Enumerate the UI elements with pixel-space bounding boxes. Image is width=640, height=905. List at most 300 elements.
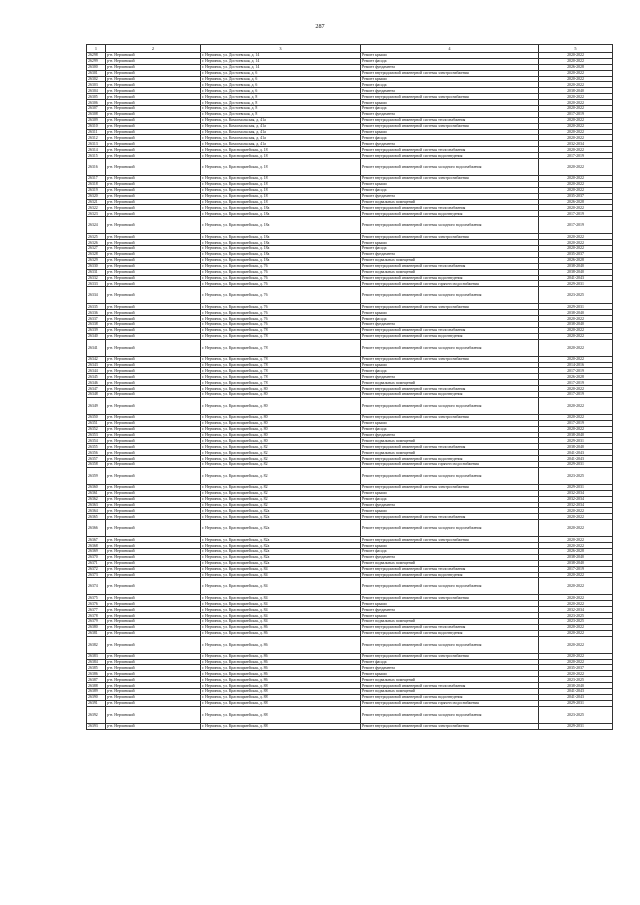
address-cell: г. Нерчинск, ул. Красноармейская, д. 18 — [201, 147, 361, 153]
work-type-cell: Ремонт фасада — [361, 496, 539, 502]
district-cell: р-н. Нерчинский — [106, 117, 201, 123]
district-cell: р-н. Нерчинский — [106, 316, 201, 322]
work-type-cell: Ремонт внутридомовой инженерной системы теплоснабжения — [361, 514, 539, 520]
address-cell: г. Нерчинск, ул. Красноармейская, д. 76 — [201, 281, 361, 287]
period-cell: 2020-2022 — [539, 123, 613, 129]
period-cell: 2020-2022 — [539, 240, 613, 246]
period-cell: 2038-2040 — [539, 444, 613, 450]
period-cell: 2035-2037 — [539, 251, 613, 257]
page-number: 287 — [315, 23, 325, 30]
work-type-cell: Ремонт фасада — [361, 106, 539, 112]
row-number-cell: 26362 — [87, 496, 106, 502]
period-cell: 2032-2034 — [539, 141, 613, 147]
work-type-cell: Ремонт внутридомовой инженерной системы теплоснабжения — [361, 624, 539, 630]
period-cell: 2020-2022 — [539, 246, 613, 252]
row-number-cell: 26364 — [87, 508, 106, 514]
district-cell: р-н. Нерчинский — [106, 374, 201, 380]
district-cell: р-н. Нерчинский — [106, 601, 201, 607]
row-number-cell: 26347 — [87, 386, 106, 392]
period-cell: 2023-2025 — [539, 613, 613, 619]
work-type-cell: Ремонт внутридомовой инженерной системы холодного водоснабжения — [361, 636, 539, 653]
work-type-cell: Ремонт внутридомовой инженерной системы горячего водоснабжения — [361, 281, 539, 287]
address-cell: г. Нерчинск, ул. Красноармейская, д. 82 — [201, 484, 361, 490]
table-row — [87, 217, 613, 234]
district-cell: р-н. Нерчинский — [106, 159, 201, 176]
district-cell: р-н. Нерчинский — [106, 58, 201, 64]
table-row — [87, 706, 613, 723]
address-cell: г. Нерчинск, ул. Красноармейская, д. 84 — [201, 607, 361, 613]
row-number-cell: 26327 — [87, 246, 106, 252]
row-number-cell: 26334 — [87, 287, 106, 304]
row-number-cell: 26361 — [87, 490, 106, 496]
row-number-cell: 26331 — [87, 269, 106, 275]
row-number-cell: 26312 — [87, 135, 106, 141]
work-type-cell: Ремонт внутридомовой инженерной системы водоотведения — [361, 694, 539, 700]
district-cell: р-н. Нерчинский — [106, 689, 201, 695]
address-cell: г. Нерчинск, ул. Комсомольская, д. 41а — [201, 141, 361, 147]
work-type-cell: Ремонт внутридомовой инженерной системы теплоснабжения — [361, 386, 539, 392]
district-cell: р-н. Нерчинский — [106, 287, 201, 304]
district-cell: р-н. Нерчинский — [106, 613, 201, 619]
period-cell: 2020-2022 — [539, 595, 613, 601]
district-cell: р-н. Нерчинский — [106, 508, 201, 514]
district-cell: р-н. Нерчинский — [106, 111, 201, 117]
address-cell: г. Нерчинск, ул. Красноармейская, д. 18а — [201, 246, 361, 252]
row-number-cell: 26313 — [87, 141, 106, 147]
work-type-cell: Ремонт фасада — [361, 549, 539, 555]
district-cell: р-н. Нерчинский — [106, 694, 201, 700]
district-cell: р-н. Нерчинский — [106, 426, 201, 432]
row-number-cell: 26322 — [87, 205, 106, 211]
district-cell: р-н. Нерчинский — [106, 94, 201, 100]
district-cell: р-н. Нерчинский — [106, 432, 201, 438]
work-type-cell: Ремонт крыши — [361, 420, 539, 426]
address-cell: г. Нерчинск, ул. Комсомольская, д. 41а — [201, 129, 361, 135]
work-type-cell: Ремонт крыши — [361, 543, 539, 549]
table-row — [87, 159, 613, 176]
address-cell: г. Нерчинск, ул. Достоевская, д. 8 — [201, 111, 361, 117]
row-number-cell: 26349 — [87, 397, 106, 414]
district-cell: р-н. Нерчинский — [106, 653, 201, 659]
row-number-cell: 26355 — [87, 444, 106, 450]
period-cell: 2020-2022 — [539, 514, 613, 520]
row-number-cell: 26319 — [87, 187, 106, 193]
row-number-cell: 26392 — [87, 706, 106, 723]
district-cell: р-н. Нерчинский — [106, 683, 201, 689]
district-cell: р-н. Нерчинский — [106, 263, 201, 269]
district-cell: р-н. Нерчинский — [106, 135, 201, 141]
row-number-cell: 26318 — [87, 181, 106, 187]
work-type-cell: Ремонт внутридомовой инженерной системы холодного водоснабжения — [361, 159, 539, 176]
period-cell: 2017-2019 — [539, 566, 613, 572]
district-cell: р-н. Нерчинский — [106, 665, 201, 671]
row-number-cell: 26309 — [87, 117, 106, 123]
row-number-cell: 26303 — [87, 82, 106, 88]
period-cell: 2020-2022 — [539, 397, 613, 414]
address-cell: г. Нерчинск, ул. Достоевская, д. 14 — [201, 64, 361, 70]
address-cell: г. Нерчинск, ул. Красноармейская, д. 18а — [201, 257, 361, 263]
work-type-cell: Ремонт фундамента — [361, 251, 539, 257]
row-number-cell: 26391 — [87, 700, 106, 706]
address-cell: г. Нерчинск, ул. Красноармейская, д. 76 — [201, 269, 361, 275]
work-type-cell: Ремонт внутридомовой инженерной системы холодного водоснабжения — [361, 706, 539, 723]
period-cell: 2017-2019 — [539, 368, 613, 374]
period-cell: 2038-2040 — [539, 683, 613, 689]
period-cell: 2017-2019 — [539, 211, 613, 217]
row-number-cell: 26375 — [87, 595, 106, 601]
address-cell: г. Нерчинск, ул. Красноармейская, д. 18 — [201, 159, 361, 176]
row-number-cell: 26341 — [87, 339, 106, 356]
row-number-cell: 26321 — [87, 199, 106, 205]
address-cell: г. Нерчинск, ул. Красноармейская, д. 18 — [201, 153, 361, 159]
work-type-cell: Ремонт внутридомовой инженерной системы электроснабжения — [361, 123, 539, 129]
period-cell: 2020-2022 — [539, 181, 613, 187]
period-cell: 2020-2022 — [539, 578, 613, 595]
work-type-cell: Ремонт внутридомовой инженерной системы электроснабжения — [361, 484, 539, 490]
district-cell: р-н. Нерчинский — [106, 636, 201, 653]
work-type-cell: Ремонт крыши — [361, 671, 539, 677]
work-type-cell: Ремонт внутридомовой инженерной системы электроснабжения — [361, 304, 539, 310]
work-type-cell: Ремонт крыши — [361, 240, 539, 246]
period-cell: 2017-2019 — [539, 111, 613, 117]
period-cell: 2026-2028 — [539, 199, 613, 205]
row-number-cell: 26371 — [87, 560, 106, 566]
row-number-cell: 26333 — [87, 281, 106, 287]
district-cell: р-н. Нерчинский — [106, 193, 201, 199]
row-number-cell: 26336 — [87, 310, 106, 316]
table-row — [87, 636, 613, 653]
period-cell: 2032-2034 — [539, 490, 613, 496]
period-cell: 2020-2022 — [539, 520, 613, 537]
address-cell: г. Нерчинск, ул. Красноармейская, д. 80 — [201, 438, 361, 444]
period-cell: 2020-2022 — [539, 624, 613, 630]
district-cell: р-н. Нерчинский — [106, 321, 201, 327]
district-cell: р-н. Нерчинский — [106, 456, 201, 462]
row-number-cell: 26348 — [87, 391, 106, 397]
address-cell: г. Нерчинск, ул. Красноармейская, д. 86 — [201, 659, 361, 665]
row-number-cell: 26352 — [87, 426, 106, 432]
period-cell: 2017-2019 — [539, 391, 613, 397]
period-cell: 2026-2028 — [539, 374, 613, 380]
district-cell: р-н. Нерчинский — [106, 671, 201, 677]
period-cell: 2020-2022 — [539, 653, 613, 659]
district-cell: р-н. Нерчинский — [106, 572, 201, 578]
address-cell: г. Нерчинск, ул. Красноармейская, д. 78 — [201, 380, 361, 386]
work-type-cell: Ремонт внутридомовой инженерной системы электроснабжения — [361, 70, 539, 76]
district-cell: р-н. Нерчинский — [106, 304, 201, 310]
address-cell: г. Нерчинск, ул. Красноармейская, д. 86 — [201, 671, 361, 677]
period-cell: 2026-2028 — [539, 64, 613, 70]
period-cell: 2029-2031 — [539, 281, 613, 287]
work-type-cell: Ремонт подвальных помещений — [361, 257, 539, 263]
district-cell: р-н. Нерчинский — [106, 53, 201, 59]
row-number-cell: 26382 — [87, 636, 106, 653]
work-type-cell: Ремонт фундамента — [361, 193, 539, 199]
table-row — [87, 723, 613, 729]
work-type-cell: Ремонт внутридомовой инженерной системы теплоснабжения — [361, 263, 539, 269]
address-cell: г. Нерчинск, ул. Красноармейская, д. 88 — [201, 694, 361, 700]
work-type-cell: Ремонт крыши — [361, 181, 539, 187]
work-type-cell: Ремонт внутридомовой инженерной системы холодного водоснабжения — [361, 339, 539, 356]
work-type-cell: Ремонт фундамента — [361, 665, 539, 671]
work-type-cell: Ремонт внутридомовой инженерной системы теплоснабжения — [361, 327, 539, 333]
row-number-cell: 26339 — [87, 327, 106, 333]
work-type-cell: Ремонт фундамента — [361, 111, 539, 117]
period-cell: 2026-2028 — [539, 549, 613, 555]
address-cell: г. Нерчинск, ул. Комсомольская, д. 41а — [201, 123, 361, 129]
period-cell: 2023-2025 — [539, 467, 613, 484]
period-cell: 2020-2022 — [539, 356, 613, 362]
period-cell: 2020-2022 — [539, 129, 613, 135]
district-cell: р-н. Нерчинский — [106, 281, 201, 287]
address-cell: г. Нерчинск, ул. Красноармейская, д. 76 — [201, 316, 361, 322]
row-number-cell: 26301 — [87, 70, 106, 76]
address-cell: г. Нерчинск, ул. Красноармейская, д. 82а — [201, 537, 361, 543]
column-header: 1 — [87, 45, 106, 53]
row-number-cell: 26311 — [87, 129, 106, 135]
work-type-cell: Ремонт фундамента — [361, 502, 539, 508]
work-type-cell: Ремонт внутридомовой инженерной системы электроснабжения — [361, 94, 539, 100]
row-number-cell: 26314 — [87, 147, 106, 153]
work-type-cell: Ремонт внутридомовой инженерной системы холодного водоснабжения — [361, 397, 539, 414]
address-cell: г. Нерчинск, ул. Красноармейская, д. 82а — [201, 549, 361, 555]
address-cell: г. Нерчинск, ул. Красноармейская, д. 78 — [201, 368, 361, 374]
period-cell: 2041-2043 — [539, 694, 613, 700]
period-cell: 2020-2022 — [539, 176, 613, 182]
address-cell: г. Нерчинск, ул. Красноармейская, д. 82 — [201, 467, 361, 484]
period-cell: 2020-2022 — [539, 147, 613, 153]
work-type-cell: Ремонт внутридомовой инженерной системы водоотведения — [361, 275, 539, 281]
period-cell: 2020-2022 — [539, 76, 613, 82]
district-cell: р-н. Нерчинский — [106, 362, 201, 368]
work-type-cell: Ремонт подвальных помещений — [361, 689, 539, 695]
period-cell: 2017-2019 — [539, 153, 613, 159]
address-cell: г. Нерчинск, ул. Красноармейская, д. 18а — [201, 240, 361, 246]
period-cell: 2020-2022 — [539, 100, 613, 106]
work-type-cell: Ремонт подвальных помещений — [361, 677, 539, 683]
row-number-cell: 26340 — [87, 333, 106, 339]
period-cell: 2029-2031 — [539, 461, 613, 467]
row-number-cell: 26317 — [87, 176, 106, 182]
period-cell: 2020-2022 — [539, 327, 613, 333]
work-type-cell: Ремонт внутридомовой инженерной системы горячего водоснабжения — [361, 700, 539, 706]
period-cell: 2020-2022 — [539, 543, 613, 549]
work-type-cell: Ремонт подвальных помещений — [361, 438, 539, 444]
period-cell: 2020-2022 — [539, 671, 613, 677]
district-cell: р-н. Нерчинский — [106, 560, 201, 566]
period-cell: 2029-2031 — [539, 304, 613, 310]
work-type-cell: Ремонт крыши — [361, 490, 539, 496]
row-number-cell: 26353 — [87, 432, 106, 438]
address-cell: г. Нерчинск, ул. Красноармейская, д. 88 — [201, 683, 361, 689]
district-cell: р-н. Нерчинский — [106, 391, 201, 397]
address-cell: г. Нерчинск, ул. Достоевская, д. 8 — [201, 106, 361, 112]
district-cell: р-н. Нерчинский — [106, 234, 201, 240]
column-header: 4 — [361, 45, 539, 53]
district-cell: р-н. Нерчинский — [106, 677, 201, 683]
district-cell: р-н. Нерчинский — [106, 187, 201, 193]
district-cell: р-н. Нерчинский — [106, 339, 201, 356]
address-cell: г. Нерчинск, ул. Красноармейская, д. 86 — [201, 636, 361, 653]
district-cell: р-н. Нерчинский — [106, 240, 201, 246]
period-cell: 2029-2031 — [539, 700, 613, 706]
district-cell: р-н. Нерчинский — [106, 141, 201, 147]
period-cell: 2041-2043 — [539, 689, 613, 695]
period-cell: 2032-2034 — [539, 502, 613, 508]
table-row — [87, 339, 613, 356]
period-cell: 2020-2022 — [539, 386, 613, 392]
district-cell: р-н. Нерчинский — [106, 619, 201, 625]
address-cell: г. Нерчинск, ул. Красноармейская, д. 88 — [201, 706, 361, 723]
row-number-cell: 26304 — [87, 88, 106, 94]
period-cell: 2020-2022 — [539, 601, 613, 607]
work-type-cell: Ремонт фундамента — [361, 88, 539, 94]
row-number-cell: 26302 — [87, 76, 106, 82]
address-cell: г. Нерчинск, ул. Красноармейская, д. 80 — [201, 426, 361, 432]
work-type-cell: Ремонт фундамента — [361, 321, 539, 327]
table-row — [87, 467, 613, 484]
row-number-cell: 26388 — [87, 683, 106, 689]
district-cell: р-н. Нерчинский — [106, 82, 201, 88]
work-type-cell: Ремонт фасада — [361, 246, 539, 252]
district-cell: р-н. Нерчинский — [106, 414, 201, 420]
row-number-cell: 26307 — [87, 106, 106, 112]
period-cell: 2029-2031 — [539, 438, 613, 444]
row-number-cell: 26320 — [87, 193, 106, 199]
work-type-cell: Ремонт внутридомовой инженерной системы водоотведения — [361, 391, 539, 397]
address-cell: г. Нерчинск, ул. Красноармейская, д. 84 — [201, 601, 361, 607]
address-cell: г. Нерчинск, ул. Красноармейская, д. 82 — [201, 450, 361, 456]
address-cell: г. Нерчинск, ул. Красноармейская, д. 18а — [201, 217, 361, 234]
district-cell: р-н. Нерчинский — [106, 484, 201, 490]
address-cell: г. Нерчинск, ул. Красноармейская, д. 82а — [201, 508, 361, 514]
address-cell: г. Нерчинск, ул. Достоевская, д. 14 — [201, 58, 361, 64]
address-cell: г. Нерчинск, ул. Красноармейская, д. 76 — [201, 287, 361, 304]
address-cell: г. Нерчинск, ул. Красноармейская, д. 80 — [201, 397, 361, 414]
address-cell: г. Нерчинск, ул. Красноармейская, д. 82 — [201, 444, 361, 450]
address-cell: г. Нерчинск, ул. Красноармейская, д. 86 — [201, 630, 361, 636]
district-cell: р-н. Нерчинский — [106, 543, 201, 549]
row-number-cell: 26354 — [87, 438, 106, 444]
work-type-cell: Ремонт крыши — [361, 76, 539, 82]
row-number-cell: 26330 — [87, 263, 106, 269]
work-type-cell: Ремонт фундамента — [361, 432, 539, 438]
work-type-cell: Ремонт подвальных помещений — [361, 269, 539, 275]
district-cell: р-н. Нерчинский — [106, 520, 201, 537]
address-cell: г. Нерчинск, ул. Красноармейская, д. 18 — [201, 199, 361, 205]
row-number-cell: 26374 — [87, 578, 106, 595]
row-number-cell: 26342 — [87, 356, 106, 362]
period-cell: 2020-2022 — [539, 159, 613, 176]
district-cell: р-н. Нерчинский — [106, 327, 201, 333]
period-cell: 2020-2022 — [539, 205, 613, 211]
work-type-cell: Ремонт фундамента — [361, 141, 539, 147]
district-cell: р-н. Нерчинский — [106, 246, 201, 252]
address-cell: г. Нерчинск, ул. Красноармейская, д. 84 — [201, 595, 361, 601]
row-number-cell: 26372 — [87, 566, 106, 572]
district-cell: р-н. Нерчинский — [106, 176, 201, 182]
period-cell: 2029-2031 — [539, 723, 613, 729]
row-number-cell: 26359 — [87, 467, 106, 484]
district-cell: р-н. Нерчинский — [106, 217, 201, 234]
district-cell: р-н. Нерчинский — [106, 333, 201, 339]
period-cell: 2038-2040 — [539, 263, 613, 269]
row-number-cell: 26323 — [87, 211, 106, 217]
district-cell: р-н. Нерчинский — [106, 502, 201, 508]
district-cell: р-н. Нерчинский — [106, 123, 201, 129]
period-cell: 2026-2028 — [539, 257, 613, 263]
work-type-cell: Ремонт внутридомовой инженерной системы электроснабжения — [361, 356, 539, 362]
period-cell: 2023-2025 — [539, 706, 613, 723]
address-cell: г. Нерчинск, ул. Комсомольская, д. 41а — [201, 135, 361, 141]
district-cell: р-н. Нерчинский — [106, 397, 201, 414]
row-number-cell: 26346 — [87, 380, 106, 386]
district-cell: р-н. Нерчинский — [106, 450, 201, 456]
row-number-cell: 26368 — [87, 543, 106, 549]
address-cell: г. Нерчинск, ул. Красноармейская, д. 80 — [201, 420, 361, 426]
row-number-cell: 26325 — [87, 234, 106, 240]
row-number-cell: 26308 — [87, 111, 106, 117]
period-cell: 2020-2022 — [539, 82, 613, 88]
row-number-cell: 26306 — [87, 100, 106, 106]
address-cell: г. Нерчинск, ул. Красноармейская, д. 84 — [201, 566, 361, 572]
work-type-cell: Ремонт подвальных помещений — [361, 619, 539, 625]
district-cell: р-н. Нерчинский — [106, 595, 201, 601]
district-cell: р-н. Нерчинский — [106, 380, 201, 386]
address-cell: г. Нерчинск, ул. Красноармейская, д. 82 — [201, 502, 361, 508]
work-type-cell: Ремонт фасада — [361, 187, 539, 193]
work-type-cell: Ремонт внутридомовой инженерной системы теплоснабжения — [361, 566, 539, 572]
district-cell: р-н. Нерчинский — [106, 438, 201, 444]
district-cell: р-н. Нерчинский — [106, 275, 201, 281]
address-cell: г. Нерчинск, ул. Достоевская, д. 8 — [201, 100, 361, 106]
period-cell: 2020-2022 — [539, 106, 613, 112]
period-cell: 2020-2022 — [539, 94, 613, 100]
row-number-cell: 26328 — [87, 251, 106, 257]
row-number-cell: 26377 — [87, 607, 106, 613]
row-number-cell: 26379 — [87, 619, 106, 625]
row-number-cell: 26373 — [87, 572, 106, 578]
address-cell: г. Нерчинск, ул. Красноармейская, д. 86 — [201, 677, 361, 683]
row-number-cell: 26378 — [87, 613, 106, 619]
row-number-cell: 26305 — [87, 94, 106, 100]
address-cell: г. Нерчинск, ул. Красноармейская, д. 88 — [201, 689, 361, 695]
address-cell: г. Нерчинск, ул. Красноармейская, д. 18 — [201, 193, 361, 199]
row-number-cell: 26381 — [87, 630, 106, 636]
period-cell: 2032-2034 — [539, 496, 613, 502]
period-cell: 2020-2022 — [539, 339, 613, 356]
work-type-cell: Ремонт фасада — [361, 82, 539, 88]
period-cell: 2041-2043 — [539, 456, 613, 462]
district-cell: р-н. Нерчинский — [106, 211, 201, 217]
address-cell: г. Нерчинск, ул. Красноармейская, д. 76 — [201, 263, 361, 269]
district-cell: р-н. Нерчинский — [106, 106, 201, 112]
period-cell: 2020-2022 — [539, 58, 613, 64]
row-number-cell: 26366 — [87, 520, 106, 537]
district-cell: р-н. Нерчинский — [106, 461, 201, 467]
address-cell: г. Нерчинск, ул. Красноармейская, д. 78 — [201, 339, 361, 356]
work-type-cell: Ремонт внутридомовой инженерной системы водоотведения — [361, 211, 539, 217]
row-number-cell: 26363 — [87, 502, 106, 508]
address-cell: г. Нерчинск, ул. Красноармейская, д. 76 — [201, 310, 361, 316]
work-type-cell: Ремонт подвальных помещений — [361, 380, 539, 386]
district-cell: р-н. Нерчинский — [106, 205, 201, 211]
address-cell: г. Нерчинск, ул. Достоевская, д. 14 — [201, 53, 361, 59]
address-cell: г. Нерчинск, ул. Достоевская, д. 6 — [201, 76, 361, 82]
address-cell: г. Нерчинск, ул. Красноармейская, д. 78 — [201, 327, 361, 333]
work-type-cell: Ремонт внутридомовой инженерной системы электроснабжения — [361, 595, 539, 601]
row-number-cell: 26370 — [87, 554, 106, 560]
